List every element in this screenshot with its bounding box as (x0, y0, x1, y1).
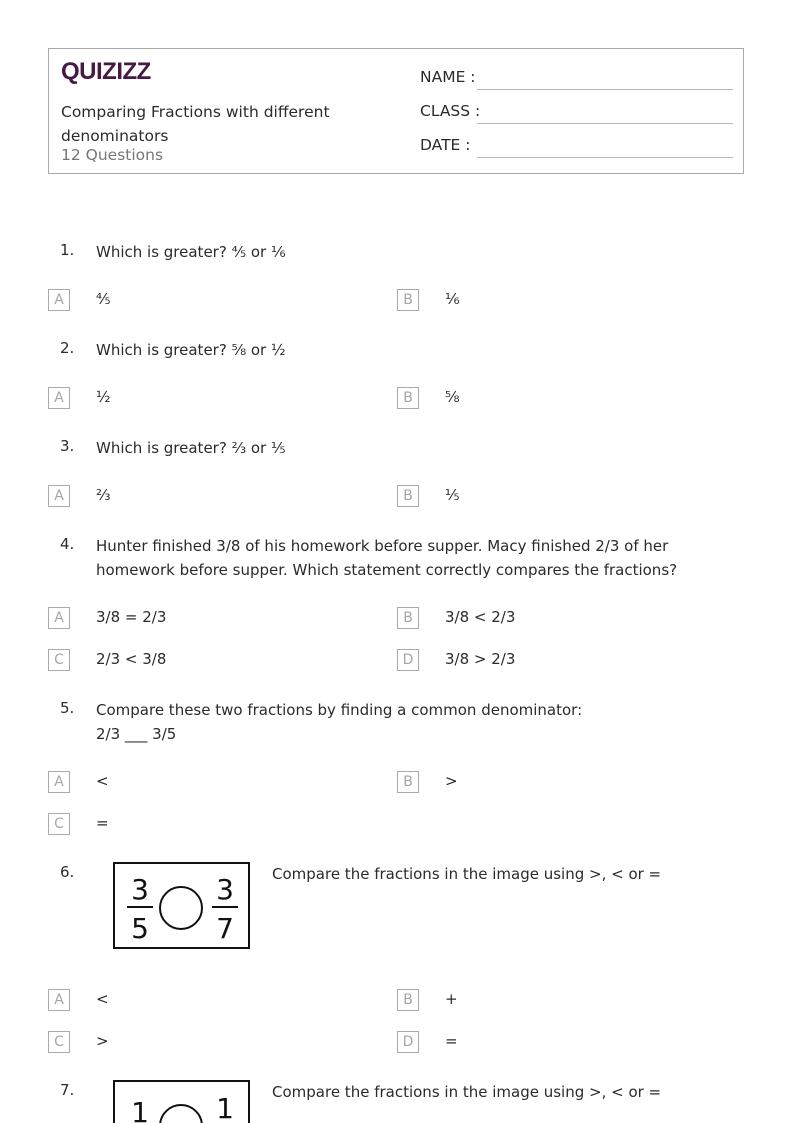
option-letter: A (48, 989, 70, 1011)
left-denominator: 5 (131, 912, 149, 945)
question-text: Which is greater? ⅘ or ⅙ (96, 243, 286, 261)
comparison-circle (160, 887, 202, 929)
question-number: 7. (60, 1081, 75, 1099)
option-letter: C (48, 649, 70, 671)
option-text: 3/8 < 2/3 (445, 608, 516, 626)
name-label: NAME : (420, 68, 476, 86)
option-letter: B (397, 387, 419, 409)
fraction-comparison-image (113, 862, 250, 949)
option-letter: C (48, 813, 70, 835)
option-text: ½ (96, 388, 111, 406)
option-text: ⅕ (445, 486, 460, 504)
question-number: 2. (60, 339, 75, 357)
option-text: 3/8 = 2/3 (96, 608, 167, 626)
question-text: Which is greater? ⅝ or ½ (96, 341, 286, 359)
name-line[interactable] (477, 89, 733, 90)
option-letter: A (48, 485, 70, 507)
question-text: Hunter finished 3/8 of his homework before supper. Macy finished 2/3 of her homework before supper. Which statement correctly compares the fractions? (96, 537, 678, 579)
option-letter: B (397, 989, 419, 1011)
worksheet-header (48, 48, 744, 174)
option-text: < (96, 990, 109, 1008)
option-text: ⅙ (445, 290, 460, 308)
option-letter: A (48, 289, 70, 311)
question-count: 12 Questions (61, 146, 164, 164)
option-letter: D (397, 649, 419, 671)
right-numerator: 1 (216, 1092, 234, 1123)
left-numerator: 1 (131, 1096, 149, 1123)
question-subtext: 2/3 ___ 3/5 (96, 725, 177, 743)
comparison-circle (160, 1105, 202, 1123)
option-letter: A (48, 607, 70, 629)
option-letter: B (397, 771, 419, 793)
date-line[interactable] (477, 157, 733, 158)
right-denominator: 7 (216, 912, 234, 945)
class-label: CLASS : (420, 102, 481, 120)
option-text: = (445, 1032, 458, 1050)
date-label: DATE : (420, 136, 471, 154)
option-letter: B (397, 607, 419, 629)
option-letter: D (397, 1031, 419, 1053)
quizizz-logo (61, 57, 153, 89)
option-text: = (96, 814, 109, 832)
question-text: Compare the fractions in the image using >, < or = (272, 865, 662, 883)
svg-text:QUIZIZZ: QUIZIZZ (61, 58, 151, 85)
option-text: ⅝ (445, 388, 460, 406)
option-text: 2/3 < 3/8 (96, 650, 167, 668)
question-text: Compare these two fractions by finding a common denominator: (96, 701, 583, 719)
option-text: 3/8 > 2/3 (445, 650, 516, 668)
option-text: < (96, 772, 109, 790)
option-letter: B (397, 289, 419, 311)
option-text: ⅘ (96, 290, 111, 308)
worksheet-title: Comparing Fractions with different denominators (61, 103, 330, 145)
question-number: 5. (60, 699, 75, 717)
option-text: > (96, 1032, 109, 1050)
option-text: ⅔ (96, 486, 111, 504)
question-number: 3. (60, 437, 75, 455)
option-letter: C (48, 1031, 70, 1053)
question-number: 1. (60, 241, 75, 259)
option-text: + (445, 990, 458, 1008)
option-letter: B (397, 485, 419, 507)
fraction-comparison-image (113, 1080, 250, 1123)
left-numerator: 3 (131, 873, 149, 906)
option-letter: A (48, 387, 70, 409)
option-letter: A (48, 771, 70, 793)
question-text: Compare the fractions in the image using >, < or = (272, 1083, 662, 1101)
question-text: Which is greater? ⅔ or ⅕ (96, 439, 286, 457)
question-number: 6. (60, 863, 75, 881)
right-numerator: 3 (216, 873, 234, 906)
option-text: > (445, 772, 458, 790)
question-number: 4. (60, 535, 75, 553)
class-line[interactable] (477, 123, 733, 124)
